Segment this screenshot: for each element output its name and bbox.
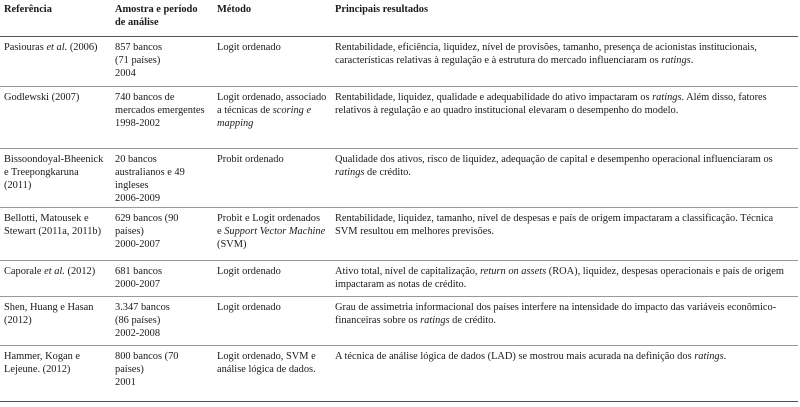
sample-period: 2001 xyxy=(115,376,136,388)
reference-italic: et al. xyxy=(46,41,68,53)
results-italic: ratings xyxy=(335,166,365,178)
reference-text: Shen, Huang e Hasan (2012) xyxy=(4,301,94,326)
sample-period: 2000-2007 xyxy=(115,278,161,290)
sample-period: 2004 xyxy=(115,67,136,79)
cell-reference xyxy=(0,86,111,148)
header-reference: Referência xyxy=(0,0,111,36)
reference-text: Godlewski (2007) xyxy=(4,91,80,103)
results-text-end: de crédito. xyxy=(364,166,411,178)
cell-sample xyxy=(111,296,213,345)
reference-text: Bissoondoyal-Bheenick e Treepongkaruna (2011) xyxy=(4,153,104,191)
results-text: Rentabilidade, eficiência, liquidez, nível de provisões, tamanho, presença de acionistas institucionais, características relativas à regulação e à estrutura do mercado influenciaram os xyxy=(335,41,757,66)
method-text: Logit ordenado, SVM e análise lógica de dados. xyxy=(217,350,316,375)
results-text: Grau de assimetria informacional dos países interfere na intensidade do impacto das variáveis econômico-financeiras sobre os xyxy=(335,301,777,326)
cell-reference xyxy=(0,207,111,260)
results-text-end: de crédito. xyxy=(449,314,497,326)
results-text: Rentabilidade, liquidez, qualidade e adequabilidade do ativo impactaram os xyxy=(335,91,653,103)
cell-results xyxy=(331,345,798,401)
method-italic: scoring e mapping xyxy=(217,104,312,129)
method-text: Probit ordenado xyxy=(217,153,284,165)
cell-method xyxy=(213,36,331,86)
header-method: Método xyxy=(213,0,331,36)
cell-sample xyxy=(111,36,213,86)
sample-line: 3.347 bancos xyxy=(115,301,170,313)
cell-results xyxy=(331,207,798,260)
method-text: Logit ordenado, associado a técnicas de xyxy=(217,91,327,116)
cell-sample xyxy=(111,86,213,148)
reference-text-end: (2012) xyxy=(64,265,96,277)
cell-reference xyxy=(0,296,111,345)
table-row xyxy=(0,86,798,148)
method-text: Probit e Logit ordenados e xyxy=(217,212,321,237)
table-header-row xyxy=(0,0,798,36)
cell-reference xyxy=(0,260,111,296)
reference-text-end: (2006) xyxy=(67,41,98,53)
sample-line: (71 países) xyxy=(115,54,161,66)
results-italic: ratings xyxy=(694,350,724,362)
table-row xyxy=(0,148,798,207)
cell-sample xyxy=(111,260,213,296)
sample-period: 2000-2007 xyxy=(115,238,161,250)
cell-sample xyxy=(111,148,213,207)
cell-method xyxy=(213,86,331,148)
table-row xyxy=(0,345,798,401)
method-text: Logit ordenado xyxy=(217,41,281,53)
sample-line: 681 bancos xyxy=(115,265,163,277)
header-sample: Amostra e período de análise xyxy=(111,0,213,36)
method-text: Logit ordenado xyxy=(217,301,281,313)
cell-reference xyxy=(0,148,111,207)
reference-text: Pasiouras xyxy=(4,41,47,53)
results-text-end: (ROA), liquidez, despesas operacionais e país de origem impactaram as notas de crédito. xyxy=(335,265,784,290)
cell-results xyxy=(331,260,798,296)
cell-results xyxy=(331,296,798,345)
cell-results xyxy=(331,148,798,207)
sample-period: 2006-2009 xyxy=(115,193,161,205)
cell-method xyxy=(213,260,331,296)
cell-method xyxy=(213,345,331,401)
table-row xyxy=(0,36,798,86)
method-text-end: (SVM) xyxy=(217,238,247,250)
sample-line: (86 países) xyxy=(115,314,161,326)
reference-italic: et al. xyxy=(44,265,65,277)
reference-text: Bellotti, Matousek e Stewart (2011a, 2011b) xyxy=(4,212,102,237)
results-text-end: . xyxy=(690,54,694,66)
cell-reference xyxy=(0,36,111,86)
cell-method xyxy=(213,296,331,345)
table-row xyxy=(0,296,798,345)
cell-sample xyxy=(111,345,213,401)
table-row xyxy=(0,207,798,260)
sample-line: 20 bancos australianos e 49 ingleses xyxy=(115,153,185,191)
results-italic: return on assets xyxy=(480,265,547,277)
results-text: A técnica de análise lógica de dados (LAD) se mostrou mais acurada na definição dos xyxy=(335,350,695,362)
results-text-end: . xyxy=(723,350,727,362)
method-text: Logit ordenado xyxy=(217,265,281,277)
cell-method xyxy=(213,207,331,260)
cell-method xyxy=(213,148,331,207)
results-italic: ratings xyxy=(420,314,450,326)
results-text: Ativo total, nível de capitalização, xyxy=(335,265,481,277)
sample-period: 2002-2008 xyxy=(115,327,161,339)
results-italic: ratings xyxy=(661,54,691,66)
header-results: Principais resultados xyxy=(331,0,798,36)
sample-line: 857 bancos xyxy=(115,41,163,53)
cell-reference xyxy=(0,345,111,401)
results-italic: ratings xyxy=(652,91,682,103)
sample-period: 1998-2002 xyxy=(115,117,161,129)
cell-results xyxy=(331,36,798,86)
cell-results xyxy=(331,86,798,148)
cell-sample xyxy=(111,207,213,260)
sample-line: 740 bancos de mercados emergentes xyxy=(115,91,205,116)
results-text: Rentabilidade, liquidez, tamanho, nível de despesas e país de origem impactaram a classificação. Técnica SVM resultou em melhores previsões. xyxy=(335,212,774,237)
sample-line: 800 bancos (70 países) xyxy=(115,350,179,375)
results-text: Qualidade dos ativos, risco de liquidez, adequação de capital e desempenho operacional influenciaram os xyxy=(335,153,773,165)
table-row xyxy=(0,260,798,296)
results-text-end: . Além disso, fatores relativos à regulação e ao quadro institucional elevaram o desempenho do modelo. xyxy=(335,91,767,116)
reference-text: Caporale xyxy=(4,265,45,277)
reference-text: Hammer, Kogan e Lejeune. (2012) xyxy=(4,350,81,375)
method-italic: Support Vector Machine xyxy=(224,225,326,237)
sample-line: 629 bancos (90 países) xyxy=(115,212,179,237)
